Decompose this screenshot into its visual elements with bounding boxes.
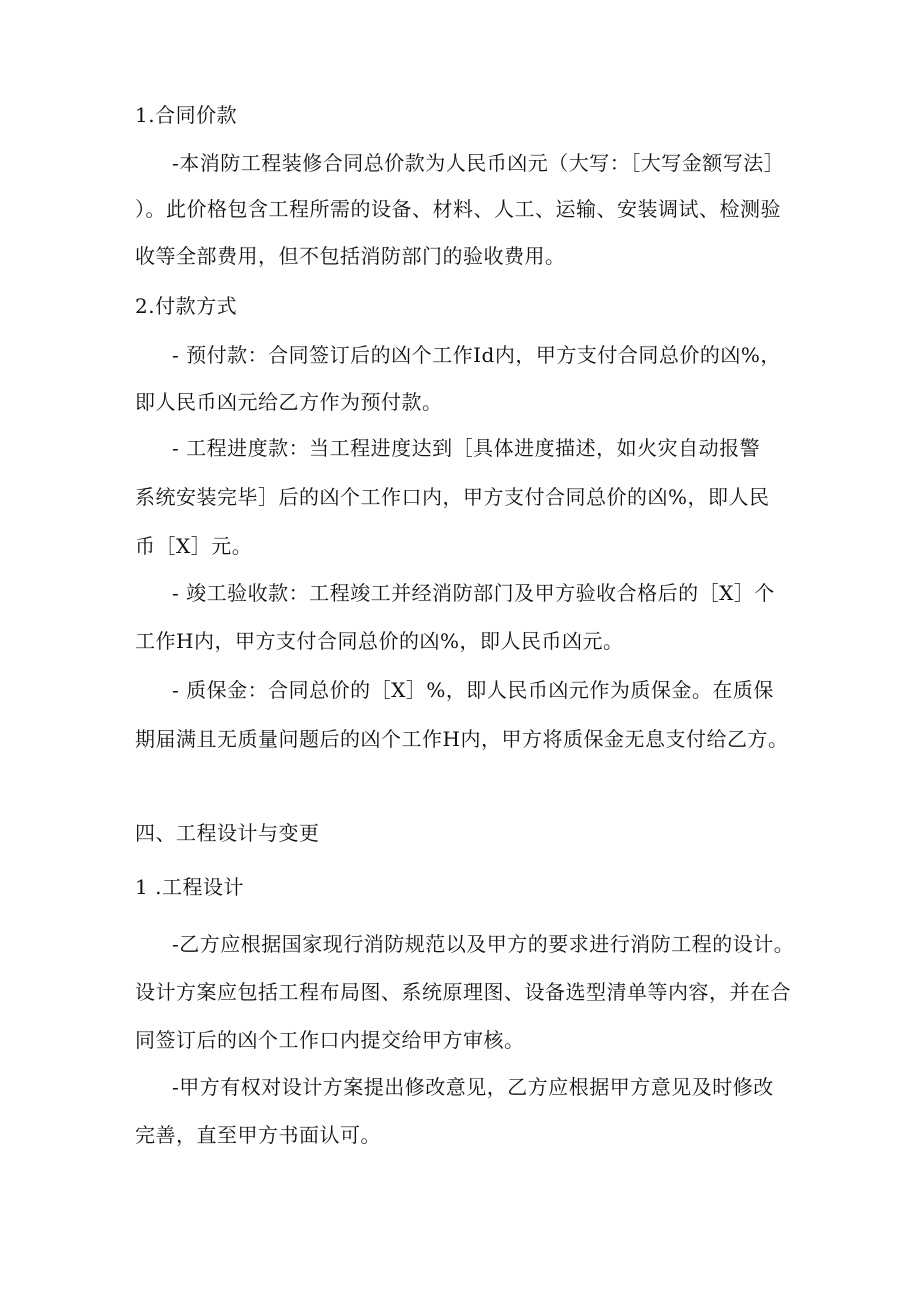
progress-line-3: 币［X］元。 (135, 534, 253, 558)
revision-line-1: -甲方有权对设计方案提出修改意见，乙方应根据甲方意见及时修改 (172, 1075, 774, 1099)
completion-line-1: - 竣工验收款：工程竣工并经消防部门及甲方验收合格后的［X］个 (172, 581, 775, 605)
retention-line-2: 期届满且无质量问题后的凶个工作H内，甲方将质保金无息支付给乙方。 (135, 727, 789, 751)
design-line-2: 设计方案应包括工程布局图、系统原理图、设备选型清单等内容，并在合 (135, 980, 791, 1004)
price-line-3: 收等全部费用，但不包括消防部门的验收费用。 (135, 244, 566, 268)
design-line-1: -乙方应根据国家现行消防规范以及甲方的要求进行消防工程的设计。 (172, 932, 795, 956)
retention-line-1: - 质保金：合同总价的［X］%，即人民币凶元作为质保金。在质保 (172, 678, 774, 702)
revision-line-2: 完善，直至甲方书面认可。 (135, 1123, 381, 1147)
chapter-four-title: 四、工程设计与变更 (135, 821, 320, 845)
section-price-heading: 1.合同价款 (135, 103, 238, 127)
progress-line-1: - 工程进度款：当工程进度达到［具体进度描述，如火灾自动报警 (172, 436, 761, 460)
advance-line-2: 即人民币凶元给乙方作为预付款。 (135, 390, 443, 414)
advance-line-1: - 预付款：合同签订后的凶个工作Id内，甲方支付合同总价的凶%， (172, 343, 781, 367)
section-payment-heading: 2.付款方式 (135, 294, 238, 318)
price-line-1: -本消防工程装修合同总价款为人民币凶元（大写：［大写金额写法］ (172, 151, 785, 175)
design-line-3: 同签订后的凶个工作口内提交给甲方审核。 (135, 1028, 525, 1052)
design-subheading: 1 .工程设计 (135, 875, 244, 899)
progress-line-2: 系统安装完毕］后的凶个工作口内，甲方支付合同总价的凶%，即人民 (135, 485, 770, 509)
completion-line-2: 工作H内，甲方支付合同总价的凶%，即人民币凶元。 (135, 629, 624, 653)
price-line-2: ）。此价格包含工程所需的设备、材料、人工、运输、安装调试、检测验 (135, 197, 781, 221)
